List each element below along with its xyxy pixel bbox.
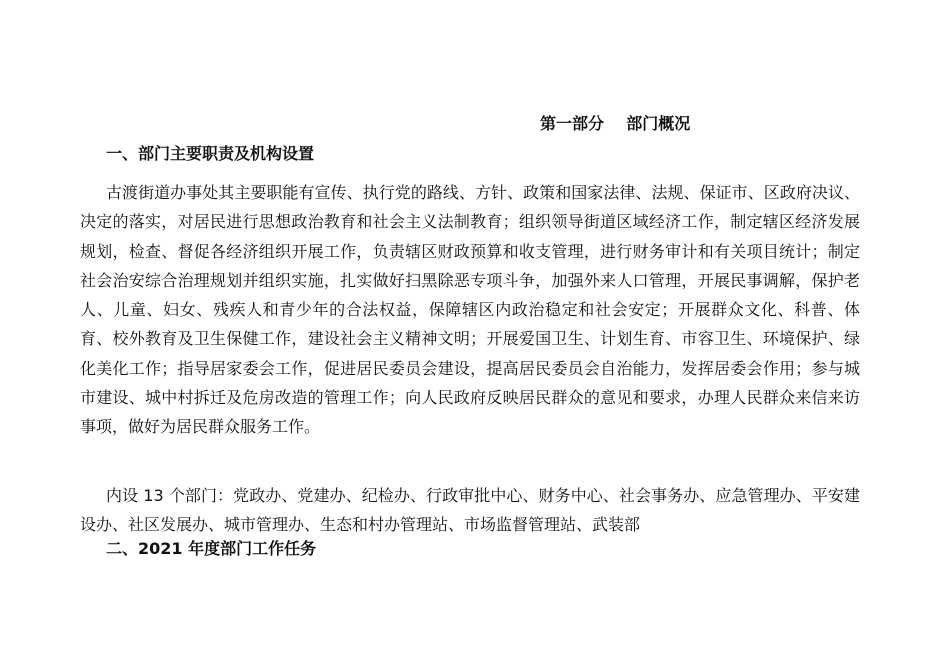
section-heading-duties: 一、部门主要职责及机构设置 [106, 144, 315, 163]
section-heading-tasks: 二、2021 年度部门工作任务 [106, 539, 317, 558]
paragraph-departments: 内设 13 个部门：党政办、党建办、纪检办、行政审批中心、财务中心、社会事务办、应急管理办、平安建设办、社区发展办、城市管理办、生态和村办管理站、市场监督管理站、武装部 [80, 486, 860, 535]
part-title: 第一部分 部门概况 [540, 114, 691, 133]
paragraph-duties: 古渡街道办事处其主要职能有宣传、执行党的路线、方针、政策和国家法律、法规、保证市、区政府决议、决定的落实，对居民进行思想政治教育和社会主义法制教育；组织领导街道区域经济工作，制定辖区经济发展规划，检查、督促各经济组织开展工作，负责辖区财政预算和收支管理，进行财务审计和有关项目统计；制定社会治安综合治理规划并组织实施，扎实做好扫黑除恶专项斗争，加强外来人口管理，开展民事调解，保护老人、儿童、妇女、残疾人和青少年的合法权益，保障辖区内政治稳定和社会安定；开展群众文化、科普、体育、校外教育及卫生保健工作，建设社会主义精神文明；开展爱国卫生、计划生育、市容卫生、环境保护、绿化美化工作；指导居家委会工作，促进居民委员会建设，提高居民委员会自治能力，发挥居委会作用；参与城市建设、城中村拆迁及危房改造的管理工作；向人民政府反映居民群众的意见和要求，办理人民群众来信来访事项，做好为居民群众服务工作。 [80, 183, 860, 437]
